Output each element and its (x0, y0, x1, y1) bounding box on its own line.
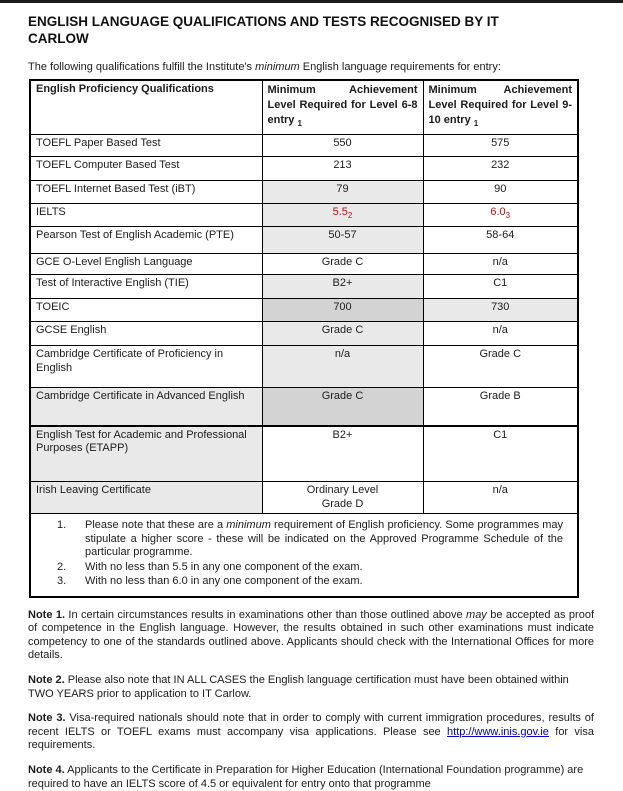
qualification-cell: TOEFL Internet Based Test (iBT) (30, 180, 262, 203)
table-row (30, 482, 578, 514)
table-footnotes (30, 514, 578, 597)
table-row (30, 226, 578, 253)
note-1: Note 1. In certain circumstances results in examinations other than those outlined above may be accepted as proof of competence in the English language. However, the results obtained in such other examinations must indicate competency to one of the standards outlined above. Applicants should check with the International Offices for more details. (28, 608, 594, 662)
table-row (30, 253, 578, 275)
footnote-item: 3. With no less than 6.0 in any one component of the exam. (57, 575, 363, 588)
table-row (30, 134, 578, 156)
note-4: Note 4. Applicants to the Certificate in Preparation for Higher Education (International Foundation programme) are required to have an IELTS score of 4.5 or equivalent for entry onto that programme (28, 764, 584, 790)
level68-cell: $5.5_2$ (262, 203, 423, 226)
footnote-item: 1. Please note that these are a minimum requirement of English proficiency. Some programmes may stipulate a higher score - these will be indicated on the Approved Programme Schedule of the particular programme. (57, 519, 564, 559)
header-level-6-8: Minimum Achievement Level Required for Level 6-8 entry $_1$ (262, 80, 423, 134)
qualification-cell: TOEIC (30, 299, 262, 322)
level68-cell: Grade C (262, 388, 423, 426)
footnote-item: 2. With no less than 5.5 in any one component of the exam. (57, 560, 363, 573)
level910-cell: 232 (423, 156, 578, 180)
table-header-row (30, 80, 578, 134)
level68-cell: B2+ (262, 426, 423, 482)
header-qualifications: English Proficiency Qualifications (30, 80, 262, 134)
level68-cell: 50-57 (262, 226, 423, 253)
qualification-cell: Irish Leaving Certificate (30, 482, 262, 514)
table-row (30, 275, 578, 299)
intro-text: The following qualifications fulfill the Institute's minimum English language requirements for entry: (28, 61, 501, 73)
level910-cell: Grade C (423, 346, 578, 388)
table-row (30, 322, 578, 346)
qualification-cell: English Test for Academic and Professional Purposes (ETAPP) (30, 426, 262, 482)
qualification-cell: GCSE English (30, 322, 262, 346)
page-title: ENGLISH LANGUAGE QUALIFICATIONS AND TESTS RECOGNISED BY IT CARLOW (28, 14, 499, 46)
level910-cell: n/a (423, 322, 578, 346)
qualification-cell: Cambridge Certificate in Advanced English (30, 388, 262, 426)
level910-cell: n/a (423, 253, 578, 275)
qualification-cell: Cambridge Certificate of Proficiency in English (30, 346, 262, 388)
qualification-cell: GCE O-Level English Language (30, 253, 262, 275)
level910-cell: n/a (423, 482, 578, 514)
qualification-cell: Test of Interactive English (TIE) (30, 275, 262, 299)
level910-cell: Grade B (423, 388, 578, 426)
notes-section (28, 609, 594, 791)
level68-cell: Grade C (262, 322, 423, 346)
level68-cell: Ordinary Level Grade D (262, 482, 423, 514)
level910-cell: C1 (423, 275, 578, 299)
qualification-cell: IELTS (30, 203, 262, 226)
qualification-cell: TOEFL Computer Based Test (30, 156, 262, 180)
table-row (30, 180, 578, 203)
level910-cell: 575 (423, 134, 578, 156)
level910-cell: C1 (423, 426, 578, 482)
level910-cell: 58-64 (423, 226, 578, 253)
table-row (30, 426, 578, 482)
level68-cell: n/a (262, 346, 423, 388)
table-row (30, 299, 578, 322)
level68-cell: 213 (262, 156, 423, 180)
note-3: Note 3. Visa-required nationals should note that in order to comply with current immigration procedures, results of recent IELTS or TOEFL exams must accompany visa applications. Please see http://www.inis.gov.ie for visa requirements. (28, 712, 594, 752)
level910-cell: 90 (423, 180, 578, 203)
note-2: Note 2. Please also note that IN ALL CASES the English language certification must have been obtained within TWO YEARS prior to application to IT Carlow. (28, 674, 569, 700)
table-row (30, 156, 578, 180)
level68-cell: Grade C (262, 253, 423, 275)
table-row (30, 388, 578, 426)
table-footnotes-row (30, 514, 578, 597)
level68-cell: 79 (262, 180, 423, 203)
qualification-cell: Pearson Test of English Academic (PTE) (30, 226, 262, 253)
qualification-cell: TOEFL Paper Based Test (30, 134, 262, 156)
level68-cell: 550 (262, 134, 423, 156)
header-level-9-10: Minimum Achievement Level Required for Level 9- 10 entry $_1$ (423, 80, 578, 134)
level68-cell: B2+ (262, 275, 423, 299)
inis-link[interactable]: http://www.inis.gov.ie (447, 725, 549, 738)
table-row-ielts (30, 203, 578, 226)
qualifications-table (29, 79, 579, 598)
document-page (0, 3, 623, 791)
table-row (30, 346, 578, 388)
level910-cell: $6.0_3$ (423, 203, 578, 226)
level68-cell: 700 (262, 299, 423, 322)
level910-cell: 730 (423, 299, 578, 322)
